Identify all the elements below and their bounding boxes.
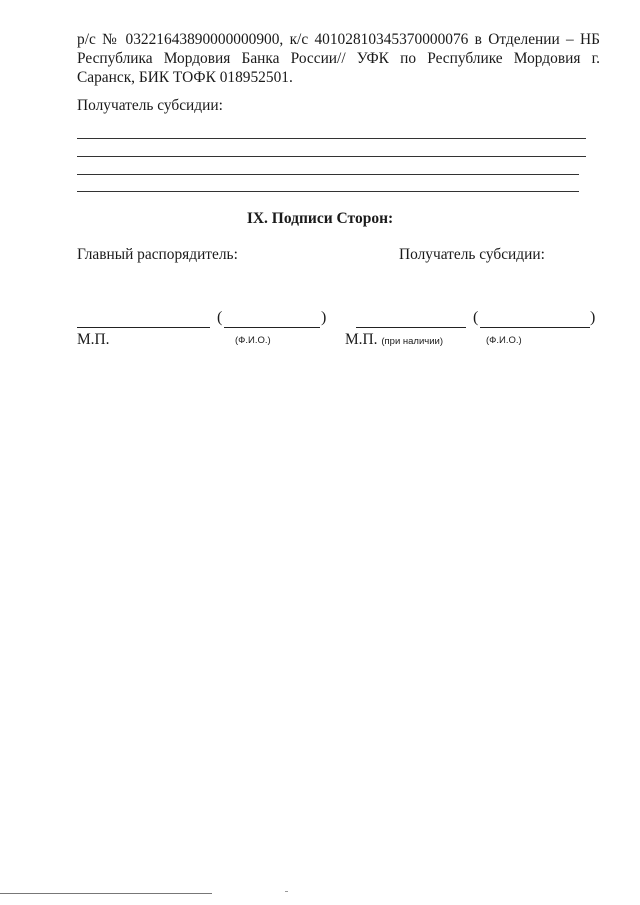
left-fio-caption: (Ф.И.О.) (235, 335, 271, 346)
recipient-label: Получатель субсидии: (77, 97, 223, 114)
bank-details-paragraph: р/с № 03221643890000000900, к/с 40102810345370000076 в Отделении – НБ Республика Мордовия Банка России// УФК по Республике Мордовия г. Саранск, БИК ТОФК 018952501. (77, 31, 600, 86)
right-stamp-note: (при наличии) (381, 336, 444, 347)
left-fio-close-paren: ) (321, 309, 327, 326)
signatures-section-title: IX. Подписи Сторон: (246, 210, 394, 227)
left-fio-line (224, 327, 320, 328)
footer-mark (285, 891, 288, 892)
recipient-blank-line-1 (77, 138, 586, 139)
left-party-label: Главный распорядитель: (77, 246, 238, 263)
recipient-blank-line-2 (77, 156, 586, 157)
right-stamp-label (345, 330, 443, 351)
right-fio-line (480, 327, 590, 328)
right-signature-line (356, 327, 466, 328)
right-fio-close-paren: ) (590, 309, 596, 326)
recipient-blank-line-4 (77, 191, 579, 192)
left-signature-line (77, 327, 210, 328)
right-fio-open-paren: ( (473, 309, 479, 326)
right-fio-caption: (Ф.И.О.) (486, 335, 522, 346)
right-party-label: Получатель субсидии: (399, 246, 545, 263)
right-stamp-text: М.П. (345, 331, 378, 348)
recipient-blank-line-3 (77, 174, 579, 175)
left-fio-open-paren: ( (217, 309, 223, 326)
footer-rule (0, 893, 212, 894)
left-stamp-label: М.П. (77, 331, 110, 348)
